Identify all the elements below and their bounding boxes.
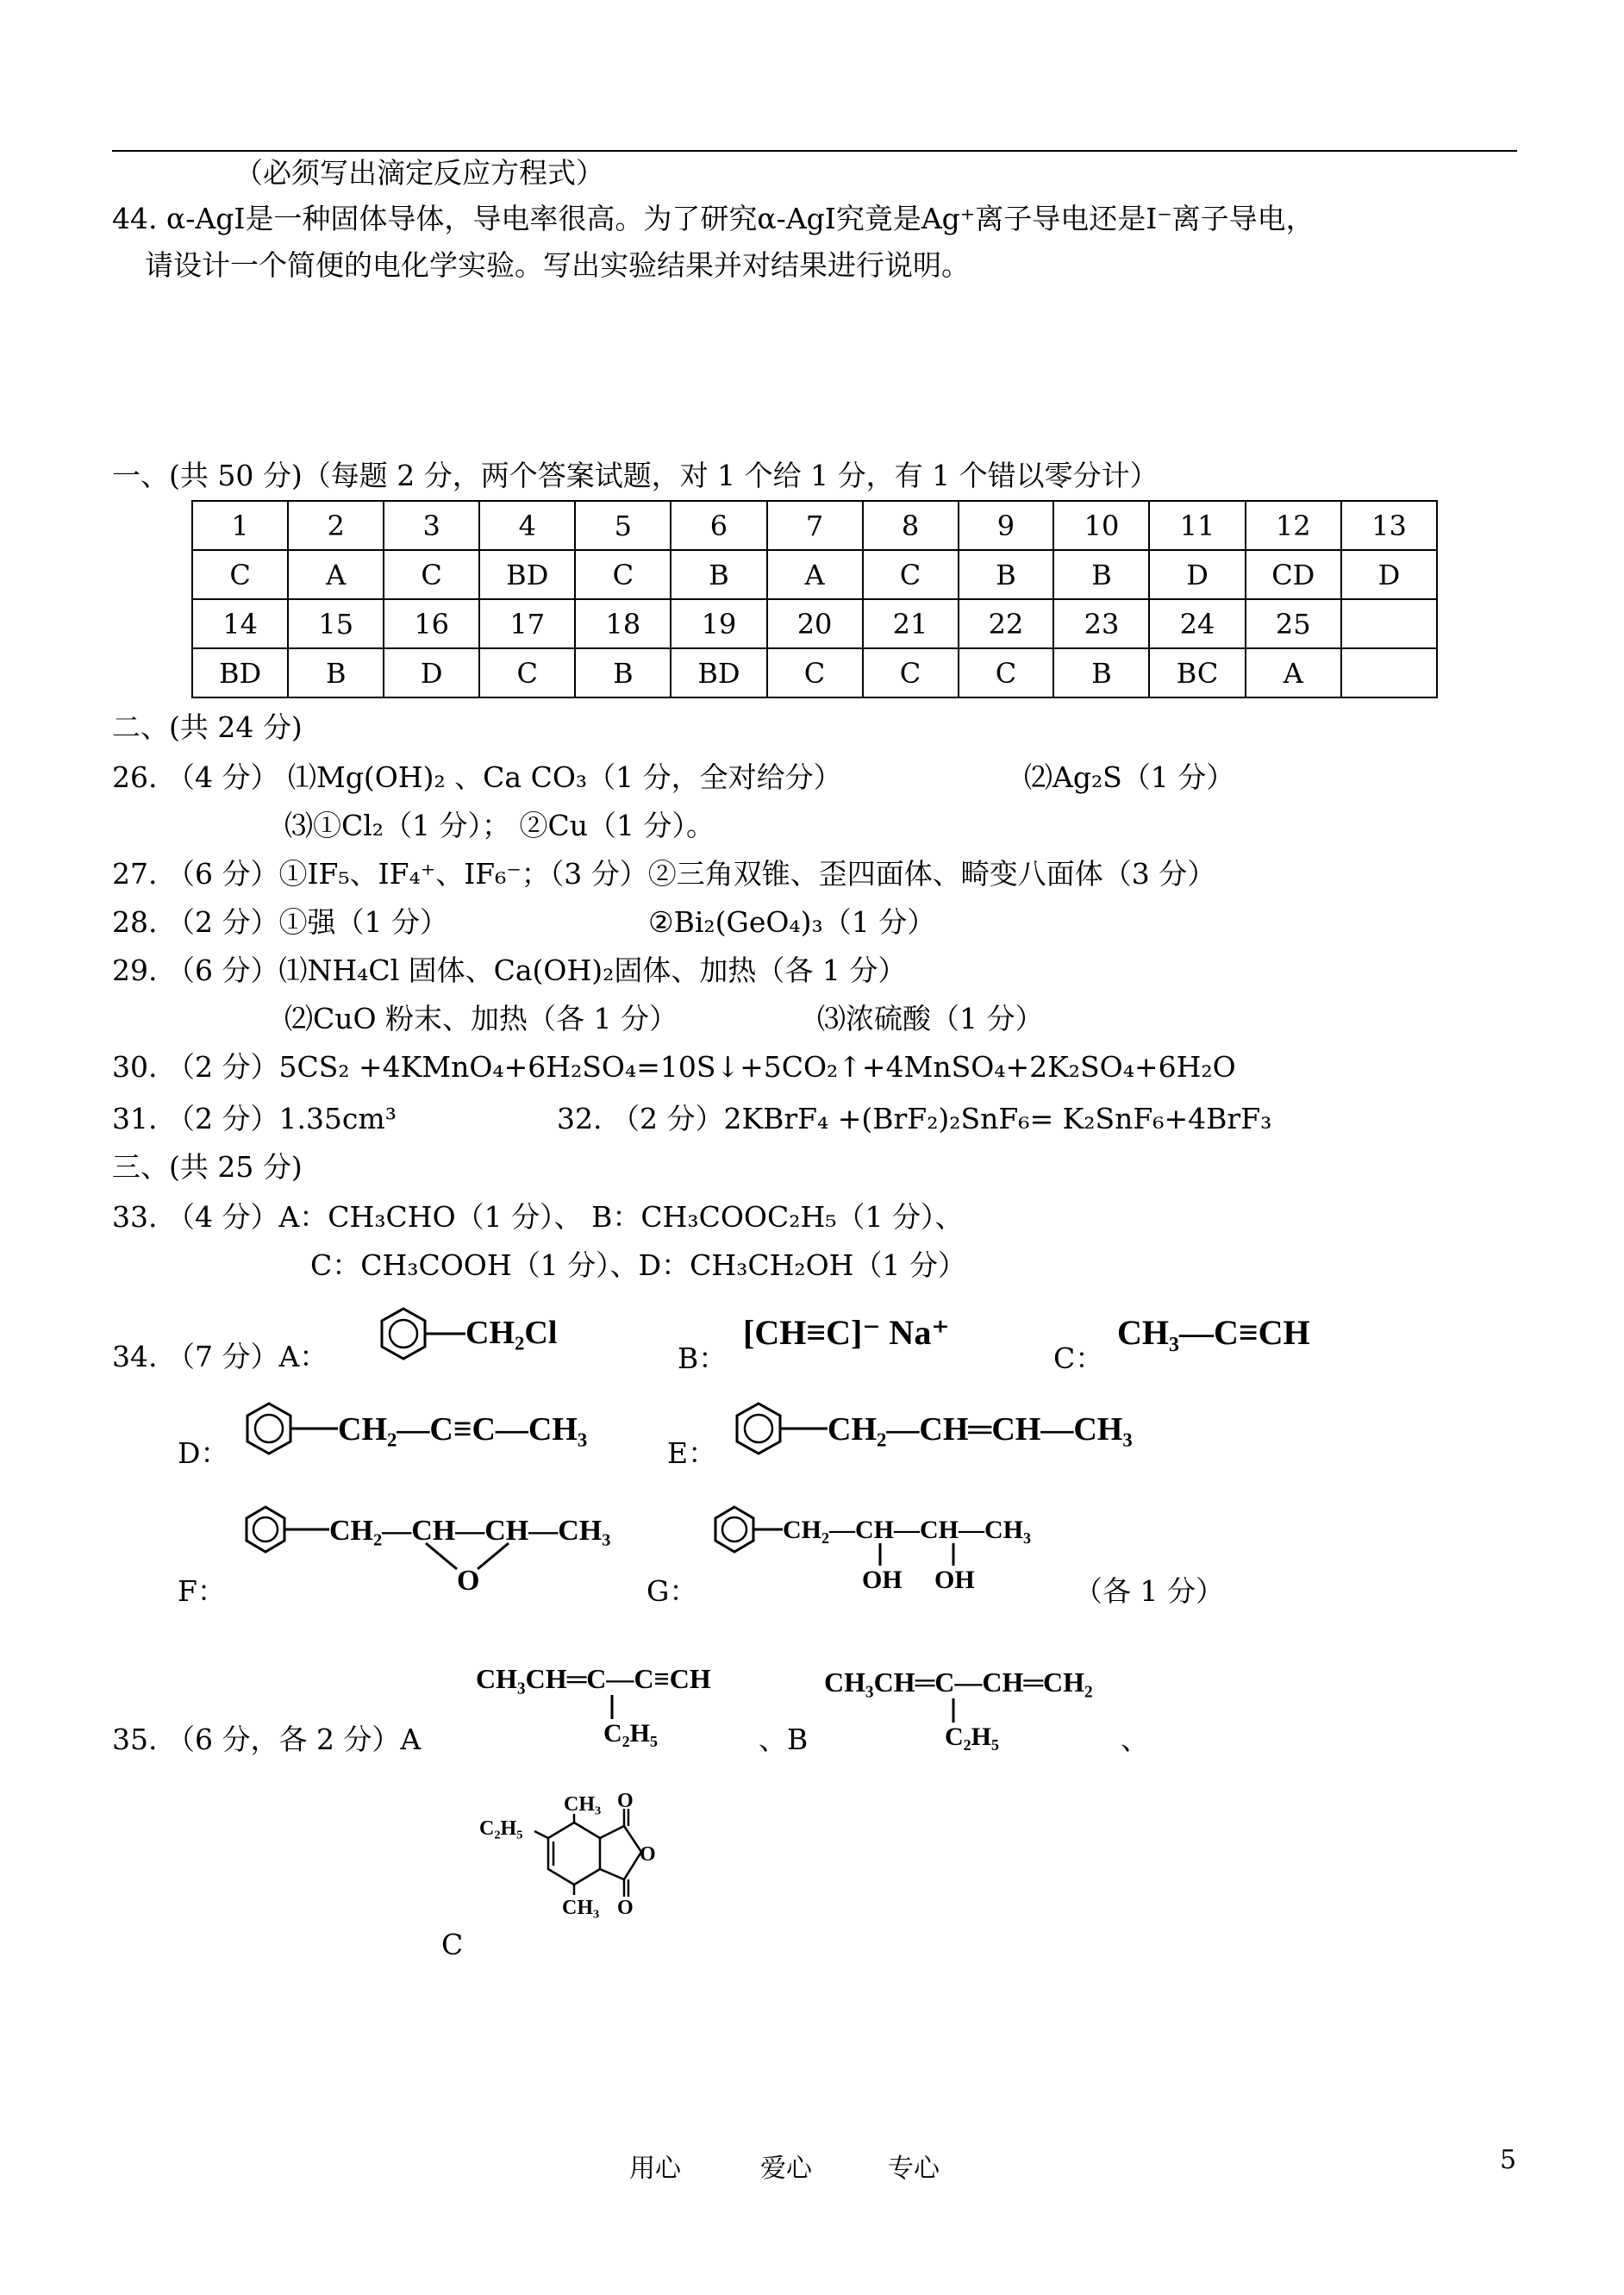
table-cell: 3 (384, 501, 479, 550)
table-cell: B (1053, 648, 1149, 697)
answer-table (191, 500, 1438, 698)
structure-f (234, 1500, 648, 1595)
table-cell: D (1341, 550, 1437, 599)
table-cell: 23 (1053, 599, 1149, 648)
table-cell: 13 (1341, 501, 1437, 550)
table-cell: 17 (479, 599, 575, 648)
table-cell: BD (671, 648, 766, 697)
struct-35c-me1: CH₃ (564, 1793, 602, 1816)
q44-line2: 请设计一个简便的电化学实验。写出实验结果并对结果进行说明。 (145, 248, 970, 282)
footer-mid: 爱心 (760, 2154, 812, 2184)
label-g: G： (646, 1574, 698, 1608)
table-cell: BD (192, 648, 288, 697)
q33-line2: C：CH₃COOH（1 分）、D：CH₃CH₂OH（1 分） (310, 1248, 966, 1282)
table-cell: BC (1149, 648, 1245, 697)
table-cell: 20 (767, 599, 863, 648)
q34-label: 34. （7 分）A： (112, 1340, 328, 1373)
table-cell: 11 (1149, 501, 1245, 550)
table-cell: D (1149, 550, 1245, 599)
header-note: （必须写出滴定反应方程式） (234, 156, 604, 190)
footer-left: 用心 (629, 2154, 681, 2184)
q28-part1: 28. （2 分）①强（1 分） (112, 905, 448, 939)
table-cell: B (575, 648, 671, 697)
label-d: D： (178, 1436, 229, 1470)
table-cell: C (767, 648, 863, 697)
structure-35a (476, 1654, 769, 1748)
table-cell: C (192, 550, 288, 599)
each-one-point: （各 1 分） (1074, 1574, 1224, 1608)
q29-line1: 29. （6 分）⑴NH₄Cl 固体、Ca(OH)₂固体、加热（各 1 分） (112, 954, 907, 987)
table-cell: 9 (959, 501, 1054, 550)
table-cell: D (384, 648, 479, 697)
benzene-ring (737, 1404, 780, 1454)
structure-g (703, 1500, 1065, 1595)
struct-35b-sub: C₂H₅ (945, 1723, 999, 1751)
table-cell: 12 (1246, 501, 1341, 550)
table-cell: 7 (767, 501, 863, 550)
table-cell (1341, 648, 1437, 697)
structure-a (369, 1300, 593, 1369)
label-c35: C (441, 1928, 464, 1961)
struct-f-oxygen: O (457, 1565, 480, 1595)
table-cell: 18 (575, 599, 671, 648)
struct-35c-o2: O (640, 1843, 656, 1866)
table-cell: A (767, 550, 863, 599)
table-cell: A (288, 550, 384, 599)
table-row (192, 501, 1437, 550)
benzene-ring (247, 1507, 284, 1552)
table-cell (1341, 599, 1437, 648)
table-cell: B (959, 550, 1054, 599)
table-cell: 10 (1053, 501, 1149, 550)
table-cell: 25 (1246, 599, 1341, 648)
section1-title: 一、(共 50 分)（每题 2 分，两个答案试题，对 1 个给 1 分，有 1 个错以零分计） (112, 459, 1159, 492)
table-cell: 16 (384, 599, 479, 648)
section3-title: 三、(共 25 分) (112, 1150, 303, 1184)
struct-35c-me2: CH₃ (562, 1897, 600, 1919)
table-cell: 24 (1149, 599, 1245, 648)
q26-ag2s: ⑵Ag₂S（1 分） (1024, 760, 1235, 794)
benzene-ring (715, 1507, 753, 1552)
benzene-ring (247, 1404, 290, 1454)
struct-35c-o1: O (617, 1792, 634, 1812)
table-row (192, 550, 1437, 599)
q29-acid: ⑶浓硫酸（1 分） (817, 1002, 1044, 1035)
table-cell: A (1246, 648, 1341, 697)
q44-line1: 44. α-AgI是一种固体导体，导电率很高。为了研究α-AgI究竟是Ag⁺离子导电还是I⁻离子导电， (112, 202, 1315, 235)
q30: 30. （2 分）5CS₂ +4KMnO₄+6H₂SO₄=10S↓+5CO₂↑+4MnSO₄+2K₂SO₄+6H₂O (112, 1050, 1236, 1084)
table-cell: 1 (192, 501, 288, 550)
struct-g-oh2: OH (934, 1566, 975, 1594)
q26-line1: 26. （4 分） ⑴Mg(OH)₂ 、Ca CO₃（1 分，全对给分） (112, 760, 842, 794)
label-c: C： (1053, 1341, 1104, 1375)
label-f: F： (178, 1574, 226, 1608)
section2-title: 二、(共 24 分) (112, 710, 303, 744)
page-number: 5 (1500, 2145, 1517, 2175)
table-cell: 21 (863, 599, 959, 648)
footer-right: 专心 (888, 2154, 940, 2184)
table-cell: B (288, 648, 384, 697)
q27: 27. （6 分）①IF₅、IF₄⁺、IF₆⁻；（3 分）②三角双锥、歪四面体、畸变八面体（3 分） (112, 857, 1216, 891)
table-cell: 8 (863, 501, 959, 550)
table-cell: C (479, 648, 575, 697)
table-cell: B (1053, 550, 1149, 599)
struct-f-text: CH₂—CH—CH—CH₃ (329, 1515, 611, 1547)
q35-sep-b: 、B (759, 1723, 809, 1756)
q31: 31. （2 分）1.35cm³ (112, 1102, 397, 1135)
struct-d-text: CH₂—C≡C—CH₃ (338, 1411, 588, 1448)
struct-g-text: CH₂—CH—CH—CH₃ (783, 1516, 1031, 1544)
table-cell: B (671, 550, 766, 599)
q26-line2: ⑶①Cl₂（1 分）； ②Cu（1 分）。 (284, 809, 715, 842)
table-cell: 14 (192, 599, 288, 648)
table-cell: 2 (288, 501, 384, 550)
header-rule (112, 150, 1517, 152)
table-cell: C (863, 550, 959, 599)
q32: 32. （2 分）2KBrF₄ +(BrF₂)₂SnF₆= K₂SnF₆+4BrF₃ (557, 1102, 1272, 1135)
label-b: B： (678, 1341, 728, 1375)
struct-e-text: CH₂—CH═CH—CH₃ (828, 1411, 1133, 1448)
table-cell: 6 (671, 501, 766, 550)
table-cell: CD (1246, 550, 1341, 599)
q35-sep-end: 、 (1121, 1723, 1149, 1756)
table-cell: BD (479, 550, 575, 599)
structure-35b (824, 1657, 1134, 1752)
structure-e (724, 1395, 1172, 1464)
table-row (192, 599, 1437, 648)
struct-35a-sub: C₂H₅ (603, 1719, 658, 1748)
table-cell: C (384, 550, 479, 599)
table-cell: 4 (479, 501, 575, 550)
struct-35a-main: CH₃CH═C—C≡CH (476, 1663, 711, 1694)
struct-35c-o3: O (617, 1897, 634, 1919)
struct-g-oh1: OH (862, 1566, 903, 1594)
struct-35c-ethyl: C₂H₅ (479, 1817, 523, 1840)
table-cell: 5 (575, 501, 671, 550)
q28-part2: ②Bi₂(GeO₄)₃（1 分） (648, 905, 936, 939)
structure-35c (479, 1792, 695, 1947)
q29-line2: ⑵CuO 粉末、加热（各 1 分） (284, 1002, 678, 1035)
table-cell: 19 (671, 599, 766, 648)
table-cell: 22 (959, 599, 1054, 648)
structure-c: CH₃—C≡CH (1117, 1313, 1310, 1352)
q35-label: 35. （6 分，各 2 分）A (112, 1723, 422, 1756)
benzene-ring (382, 1309, 425, 1359)
structure-d (234, 1395, 640, 1464)
struct-35b-main: CH₃CH═C—CH═CH₂ (824, 1667, 1093, 1698)
table-cell: C (863, 648, 959, 697)
table-cell: 15 (288, 599, 384, 648)
label-e: E： (667, 1436, 717, 1470)
structure-b: [CH≡C]⁻ Na⁺ (743, 1313, 950, 1352)
struct-a-text: CH₂Cl (465, 1315, 558, 1351)
q33-line1: 33. （4 分）A：CH₃CHO（1 分）、 B：CH₃COOC₂H₅（1 分）、 (112, 1200, 964, 1234)
table-row (192, 648, 1437, 697)
table-cell: C (575, 550, 671, 599)
table-cell: C (959, 648, 1054, 697)
